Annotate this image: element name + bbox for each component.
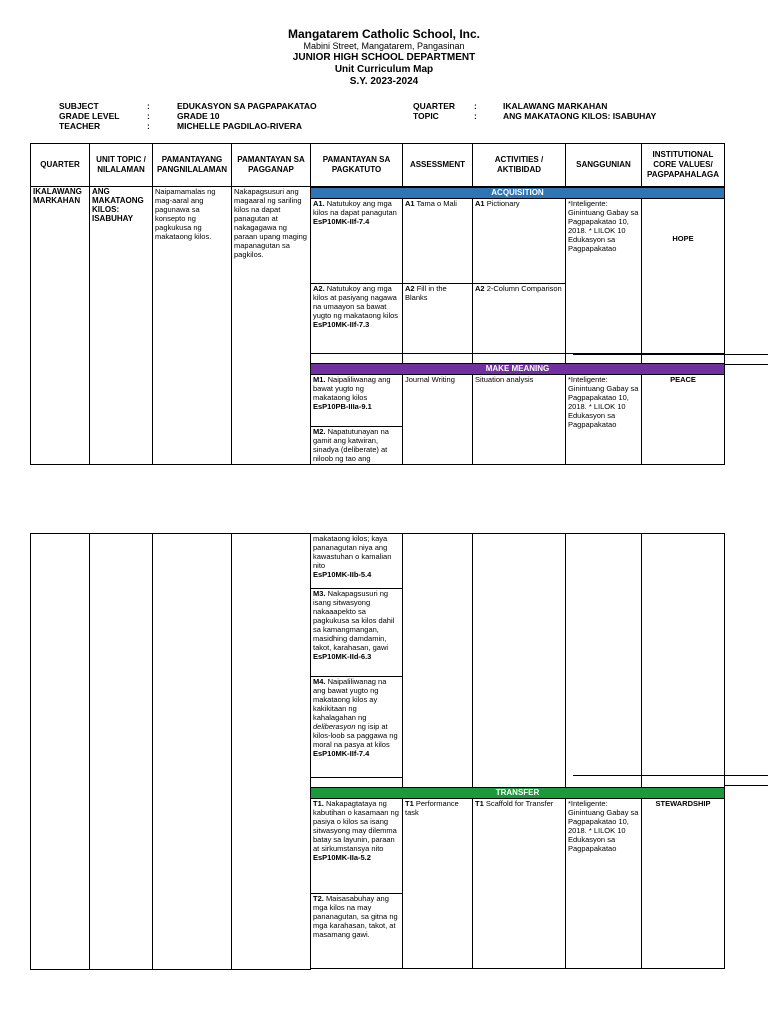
assessment-a1	[403, 199, 473, 284]
competency-t1	[311, 799, 403, 894]
teacher-value: MICHELLE PAGDILAO-RIVERA	[177, 121, 302, 131]
m4-comp-code: EsP10MK-IIf-7.4	[313, 749, 370, 758]
a2-act: 2-Column Comparison	[486, 284, 562, 293]
m4-italic: deliberasyon	[313, 722, 356, 731]
pagganap-cell-cont	[232, 534, 311, 970]
m3-code: M3.	[313, 589, 326, 598]
empty-cell	[403, 354, 473, 364]
band-acquisition: ACQUISITION	[311, 188, 725, 199]
activity-t1	[473, 799, 566, 969]
t1-code: T1.	[313, 799, 324, 808]
competency-m4	[311, 677, 403, 778]
assessment-cont	[403, 534, 473, 788]
activity-cont	[473, 534, 566, 788]
pagganap-cell: Nakapagsusuri ang magaaral ng sariling kilos na dapat panagutan at nakagagawa ng paraan upang maging mapanagutan sa pagkilos.	[232, 187, 311, 465]
col-pangnilalaman: PAMANTAYANG PANGNILALAMAN	[153, 144, 232, 187]
m4-code: M4.	[313, 677, 326, 686]
competency-m1	[311, 375, 403, 427]
colon: :	[147, 121, 150, 131]
school-year: S.Y. 2023-2024	[349, 76, 419, 87]
a1-comp-code: EsP10MK-IIf-7.4	[313, 217, 370, 226]
m1-comp-code: EsP10PB-IIIa-9.1	[313, 402, 372, 411]
t1-assess-code: T1	[405, 799, 414, 808]
document-title: Unit Curriculum Map	[334, 64, 434, 75]
empty-cell	[311, 354, 403, 364]
core-values-cont	[642, 534, 725, 788]
a2-act-code: A2	[475, 284, 485, 293]
value-hope: HOPE	[642, 199, 725, 354]
assessment-t1	[403, 799, 473, 969]
t1-comp-code: EsP10MK-IIa-5.2	[313, 853, 371, 862]
m2-code: M2.	[313, 427, 326, 436]
grade-value: GRADE 10	[177, 111, 220, 121]
col-activities: ACTIVITIES / AKTIBIDAD	[473, 144, 566, 187]
curriculum-table-page-1	[30, 143, 725, 465]
m2-comp-code: EsP10MK-IIb-5.4	[313, 570, 372, 579]
a2-comp-code: EsP10MK-IIf-7.3	[313, 320, 370, 329]
activity-situation: Situation analysis	[473, 375, 566, 465]
band-make-meaning: MAKE MEANING	[311, 364, 725, 375]
meta-right-values	[503, 101, 656, 121]
col-core-values: INSTITUTIONAL CORE VALUES/ PAGPAPAHALAGA	[642, 144, 725, 187]
pangnilalaman-cell: Naipamamalas ng mag-aaral ang pagunawa sa konsepto ng pagkukusa ng makataong kilos.	[153, 187, 232, 465]
m2-text-b: makataong kilos; kaya pananagutan niya ang kawastuhan o kamalian nito	[313, 534, 392, 570]
colon: :	[147, 101, 150, 111]
colon: :	[147, 111, 150, 121]
col-pagkatuto: PAMANTAYAN SA PAGKATUTO	[311, 144, 403, 187]
competency-m2-part1	[311, 427, 403, 465]
sanggunian-acquisition: *Inteligente: Ginintuang Gabay sa Pagpapakatao 10, 2018. * LILOK 10 Edukasyon sa Pagpapakatao	[566, 199, 642, 354]
table-edge-line	[724, 354, 768, 365]
a1-act: Pictionary	[486, 199, 520, 208]
m1-text: Naipaliliwanag ang bawat yugto ng makataong kilos	[313, 375, 391, 402]
quarter-value: IKALAWANG MARKAHAN	[503, 101, 608, 111]
t1-assess: Performance task	[405, 799, 459, 817]
competency-m3	[311, 589, 403, 677]
topic-value: ANG MAKATAONG KILOS: ISABUHAY	[503, 111, 657, 121]
t2-code: T2.	[313, 894, 324, 903]
a1-act-code: A1	[475, 199, 485, 208]
assessment-a2	[403, 284, 473, 354]
a1-assess-code: A1	[405, 199, 415, 208]
meta-left-colons	[147, 101, 150, 131]
t1-act-code: T1	[475, 799, 484, 808]
competency-a2	[311, 284, 403, 354]
activity-a1	[473, 199, 566, 284]
m4-text-b: ng isip at kilos-loob sa paggawa ng moral na pasya at kilos	[313, 722, 398, 749]
m2-text-a: Napatutunayan na gamit ang katwiran, sinadya (deliberate) at niloob ng tao ang	[313, 427, 389, 463]
t1-text: Nakapagtataya ng kabutihan o kasamaan ng pasiya o kilos sa isang sitwasyong may dilemma batay sa layunin, paraan at sirkumstansya nito	[313, 799, 399, 853]
quarter-label: QUARTER	[413, 101, 456, 111]
meta-left-values	[177, 101, 317, 131]
empty-cell	[473, 354, 566, 364]
quarter-cell: IKALAWANG MARKAHAN	[31, 187, 90, 465]
header-row	[31, 144, 725, 187]
topic-label: TOPIC	[413, 111, 439, 121]
colon: :	[474, 101, 477, 111]
col-assessment: ASSESSMENT	[403, 144, 473, 187]
sanggunian-transfer: *Inteligente: Ginintuang Gabay sa Pagpapakatao 10, 2018. * LILOK 10 Edukasyon sa Pagpapakatao	[566, 799, 642, 969]
unit-topic-cell-cont	[90, 534, 153, 970]
col-pagganap: PAMANTAYAN SA PAGGANAP	[232, 144, 311, 187]
m3-comp-code: EsP10MK-IId-6.3	[313, 652, 372, 661]
meta-left-labels	[59, 101, 119, 131]
empty-cell	[566, 354, 642, 364]
band-transfer: TRANSFER	[311, 788, 725, 799]
a2-code: A2.	[313, 284, 325, 293]
competency-m2-part2	[311, 534, 403, 589]
table-edge-line	[573, 775, 768, 776]
school-address: Mabini Street, Mangatarem, Pangasinan	[303, 41, 465, 51]
t2-text: Maisasabuhay ang mga kilos na may pananagutan, sa gitna ng mga karahasan, takot, at masamang gawi.	[313, 894, 398, 939]
activity-a2	[473, 284, 566, 354]
value-peace: PEACE	[642, 375, 725, 465]
subject-value: EDUKASYON SA PAGPAPAKATAO	[177, 101, 317, 111]
m3-text: Nakapagsusuri ng isang sitwasyong nakaaapekto sa pagkukusa sa kilos dahil sa kamangmangan, masidhing damdamin, takot, karahasan, gawi	[313, 589, 395, 652]
empty-cell	[642, 354, 725, 364]
department: JUNIOR HIGH SCHOOL DEPARTMENT	[292, 52, 476, 63]
sanggunian-cont	[566, 534, 642, 788]
a2-text: Natutukoy ang mga kilos at pasiyang nagawa na umaayon sa bawat yugto ng makataong kilos	[313, 284, 399, 320]
meta-right-colons	[474, 101, 477, 121]
table-edge-line	[724, 775, 768, 786]
sanggunian-make-meaning: *Inteligente: Ginintuang Gabay sa Pagpapakatao 10, 2018. * LILOK 10 Edukasyon sa Pagpapakatao	[566, 375, 642, 465]
m1-code: M1.	[313, 375, 326, 384]
competency-t2	[311, 894, 403, 969]
teacher-label: TEACHER	[59, 121, 101, 131]
m4-text-a: Naipaliliwanag na ang bawat yugto ng makataong kilos ay kakikitaan ng kahalagahan ng	[313, 677, 387, 722]
empty-cell	[311, 778, 403, 788]
col-quarter: QUARTER	[31, 144, 90, 187]
a1-assess: Tama o Mali	[416, 199, 457, 208]
competency-a1	[311, 199, 403, 284]
col-unit-topic: UNIT TOPIC / NILALAMAN	[90, 144, 153, 187]
colon: :	[474, 111, 477, 121]
a2-assess-code: A2	[405, 284, 415, 293]
t1-act: Scaffold for Transfer	[485, 799, 554, 808]
curriculum-table-page-2	[30, 533, 725, 970]
grade-label: GRADE LEVEL	[59, 111, 120, 121]
a1-text: Natutukoy ang mga kilos na dapat panagutan	[313, 199, 397, 217]
unit-topic-cell: ANG MAKATAONG KILOS: ISABUHAY	[90, 187, 153, 465]
school-name: Mangatarem Catholic School, Inc.	[287, 27, 481, 41]
quarter-cell-cont	[31, 534, 90, 970]
meta-right-labels	[413, 101, 455, 121]
subject-label: SUBJECT	[59, 101, 99, 111]
assessment-journal: Journal Writing	[403, 375, 473, 465]
col-sanggunian: SANGGUNIAN	[566, 144, 642, 187]
a1-code: A1.	[313, 199, 325, 208]
pangnilalaman-cell-cont	[153, 534, 232, 970]
document-header	[0, 27, 768, 88]
a2-assess: Fill in the Blanks	[405, 284, 447, 302]
value-stewardship: STEWARDSHIP	[642, 799, 725, 969]
table-edge-line	[573, 354, 768, 355]
